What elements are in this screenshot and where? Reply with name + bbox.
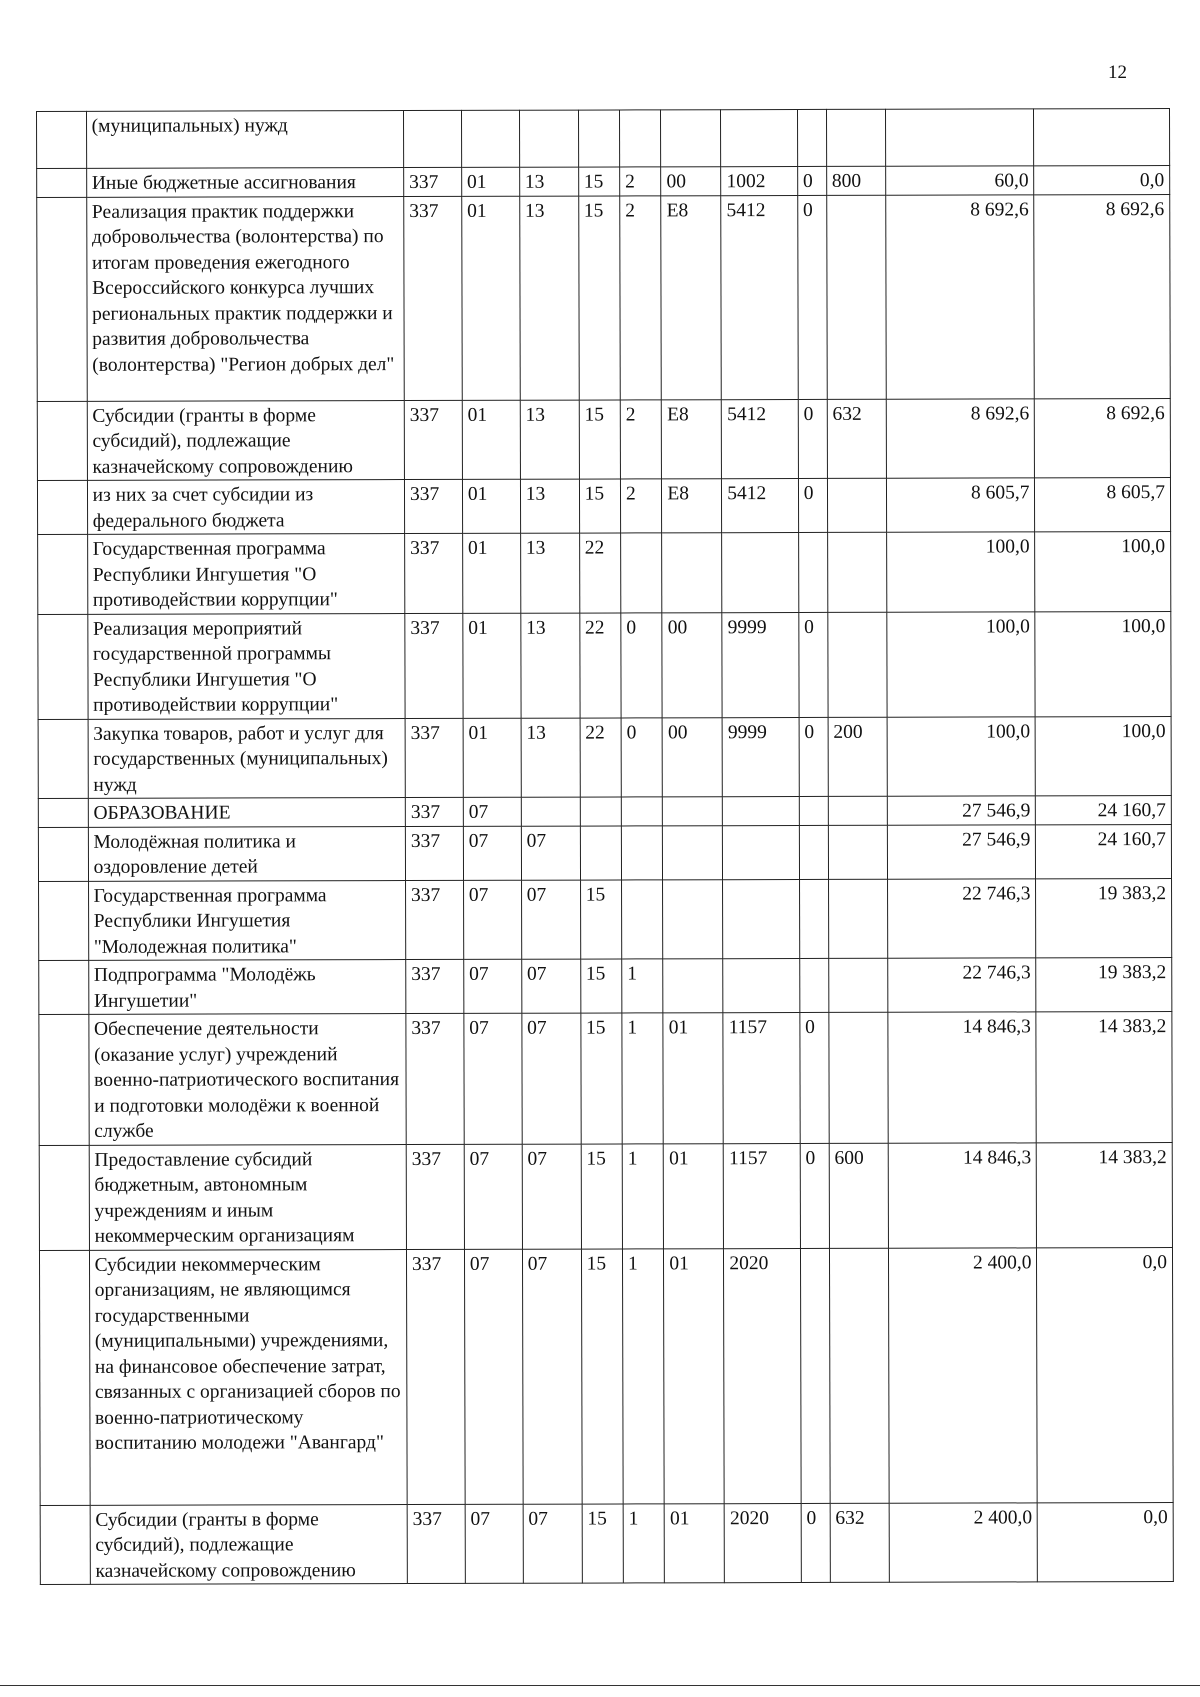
program-cell: 15 [580, 959, 621, 1013]
row-number-cell [38, 614, 88, 719]
row-number-cell [37, 197, 87, 401]
item-name-cell: Субсидии некоммерческим организациям, не являющимся государственными (муниципальными) учреждениями, на финансовое обеспечение затрат, связанных с организацией сборов по военно-патриотическому воспитанию молодежи "Авангард" [89, 1249, 407, 1505]
amount-year2-cell: 8 605,7 [1035, 478, 1171, 532]
direction-cell: 5412 [722, 399, 799, 479]
amount-year2-cell: 100,0 [1035, 532, 1171, 612]
amount-year1-cell: 14 846,3 [887, 1012, 1036, 1143]
expense-type-cell [828, 879, 887, 959]
amount-year2-cell: 19 383,2 [1036, 878, 1172, 958]
row-number-cell [39, 881, 89, 961]
subprogram-cell: 0 [621, 717, 663, 797]
row-number-cell [39, 1145, 89, 1250]
amount-year2-cell: 8 692,6 [1034, 194, 1170, 398]
row-number-cell [37, 480, 87, 534]
item-name-cell: Реализация практик поддержки добровольчества (волонтерства) по итогам проведения ежегодного Всероссийского конкурса лучших региональных практик поддержки и развития добровольчества (волонтерства) "Регион добрых дел" [86, 196, 404, 401]
section-cell: 01 [462, 479, 520, 533]
section-cell: 07 [463, 797, 521, 826]
table-row [37, 398, 1170, 480]
program-cell: 15 [578, 167, 619, 196]
row-number-cell [38, 798, 88, 827]
item-name-cell: ОБРАЗОВАНИЕ [88, 798, 405, 827]
amount-year2-cell: 14 383,2 [1037, 1142, 1173, 1247]
main-event-cell: 01 [664, 1143, 724, 1248]
section-cell: 01 [462, 533, 520, 613]
subprogram-cell [621, 879, 663, 959]
section-cell: 07 [463, 880, 521, 960]
subsection-cell [519, 110, 578, 167]
table-row [38, 796, 1171, 827]
subsection-cell: 07 [521, 880, 580, 960]
item-name-cell: Реализация мероприятий государственной программы Республики Ингушетия "О противодействии коррупции" [87, 613, 405, 719]
direction-cell: 1157 [723, 1143, 800, 1248]
direction-suffix-cell [799, 958, 828, 1012]
amount-year1-cell: 100,0 [886, 611, 1035, 716]
direction-cell: 5412 [721, 195, 798, 399]
amount-year2-cell [1034, 109, 1170, 166]
direction-suffix-cell: 0 [797, 195, 826, 399]
expense-type-cell: 600 [829, 1143, 888, 1248]
section-cell: 07 [464, 1144, 522, 1249]
row-number-cell [38, 719, 88, 799]
table-row [37, 194, 1171, 401]
main-event-cell: 00 [661, 167, 721, 196]
subsection-cell: 07 [522, 1013, 581, 1144]
direction-cell: 2020 [724, 1503, 801, 1583]
item-name-cell: Подпрограмма "Молодёжь Ингушетии" [88, 960, 405, 1015]
direction-cell: 9999 [722, 612, 799, 717]
direction-cell [722, 533, 799, 613]
amount-year2-cell: 8 692,6 [1035, 398, 1171, 478]
gov-code-cell: 337 [404, 196, 462, 400]
table-row [39, 1247, 1173, 1505]
expense-type-cell: 632 [830, 1503, 889, 1583]
direction-suffix-cell: 0 [800, 1143, 829, 1248]
main-event-cell [663, 879, 723, 959]
expense-type-cell [828, 825, 887, 879]
subsection-cell: 13 [519, 196, 578, 400]
subsection-cell: 07 [521, 959, 580, 1013]
subprogram-cell: 1 [622, 1013, 664, 1144]
main-event-cell [663, 959, 723, 1013]
amount-year2-cell: 19 383,2 [1036, 958, 1172, 1012]
gov-code-cell: 337 [405, 880, 463, 960]
expense-type-cell [826, 195, 885, 399]
program-cell: 15 [581, 1248, 623, 1503]
gov-code-cell: 337 [405, 797, 463, 826]
direction-cell: 1002 [721, 167, 798, 196]
amount-year1-cell: 27 546,9 [887, 824, 1036, 878]
table-row [39, 1142, 1172, 1250]
amount-year2-cell: 0,0 [1034, 166, 1170, 195]
subsection-cell: 07 [522, 1249, 582, 1504]
program-cell [580, 825, 621, 879]
item-name-cell: Молодёжная политика и оздоровление детей [88, 826, 405, 881]
amount-year2-cell: 100,0 [1035, 611, 1171, 716]
item-name-cell: Субсидии (гранты в форме субсидий), подлежащие казначейскому сопровождению [87, 400, 405, 480]
subprogram-cell: 2 [620, 195, 662, 399]
direction-suffix-cell: 0 [799, 717, 828, 797]
gov-code-cell: 337 [405, 613, 463, 718]
section-cell: 01 [461, 167, 519, 196]
item-name-cell: (муниципальных) нужд [86, 111, 404, 169]
direction-cell [723, 825, 800, 879]
expense-type-cell [828, 796, 887, 825]
subprogram-cell: 1 [622, 1248, 664, 1503]
table-row [39, 878, 1172, 960]
subsection-cell: 13 [520, 479, 579, 533]
main-event-cell: Е8 [662, 399, 722, 479]
item-name-cell: Субсидии (гранты в форме субсидий), подлежащие казначейскому сопровождению [90, 1504, 408, 1584]
amount-year1-cell: 22 746,3 [887, 878, 1036, 958]
amount-year2-cell: 0,0 [1037, 1247, 1173, 1502]
expense-type-cell: 800 [826, 166, 885, 195]
section-cell: 01 [463, 718, 521, 798]
row-number-cell [40, 1505, 90, 1585]
gov-code-cell: 337 [405, 718, 463, 798]
expense-type-cell: 632 [827, 399, 886, 479]
table-row [39, 1012, 1172, 1145]
program-cell: 15 [578, 195, 620, 399]
table-row [37, 166, 1170, 197]
subsection-cell: 13 [520, 533, 579, 613]
subprogram-cell: 2 [620, 399, 662, 479]
program-cell: 15 [579, 399, 621, 479]
main-event-cell: 01 [664, 1248, 725, 1503]
program-cell [580, 797, 621, 826]
gov-code-cell: 337 [404, 400, 462, 480]
program-cell: 15 [581, 1143, 623, 1248]
amount-year1-cell: 14 846,3 [888, 1142, 1037, 1247]
direction-cell: 2020 [724, 1248, 801, 1503]
amount-year2-cell: 100,0 [1036, 716, 1172, 796]
row-number-cell [39, 1014, 89, 1145]
main-event-cell: 00 [662, 612, 722, 717]
section-cell: 01 [462, 400, 520, 480]
main-event-cell [663, 825, 723, 879]
subprogram-cell: 1 [622, 959, 663, 1013]
gov-code-cell [403, 110, 461, 167]
gov-code-cell: 337 [407, 1504, 465, 1584]
table-row [39, 958, 1172, 1015]
subprogram-cell: 2 [620, 167, 661, 196]
program-cell [578, 110, 619, 167]
gov-code-cell: 337 [406, 1249, 465, 1504]
direction-suffix-cell: 0 [798, 399, 827, 479]
subsection-cell: 07 [521, 826, 580, 880]
gov-code-cell: 337 [406, 1144, 464, 1249]
direction-suffix-cell: 0 [801, 1503, 830, 1583]
section-cell: 01 [462, 196, 520, 400]
expense-type-cell: 200 [828, 717, 887, 797]
table-row [38, 611, 1171, 719]
amount-year1-cell [885, 109, 1034, 166]
gov-code-cell: 337 [404, 167, 462, 196]
subprogram-cell: 0 [621, 612, 663, 717]
main-event-cell: 01 [663, 1013, 723, 1144]
subsection-cell: 13 [521, 718, 580, 798]
gov-code-cell: 337 [405, 826, 463, 880]
row-number-cell [37, 401, 87, 481]
table-row [38, 716, 1171, 798]
item-name-cell: Иные бюджетные ассигнования [86, 168, 403, 197]
table-row [38, 532, 1171, 614]
amount-year1-cell: 8 692,6 [886, 398, 1035, 478]
gov-code-cell: 337 [406, 959, 464, 1013]
amount-year1-cell: 27 546,9 [887, 796, 1036, 825]
amount-year1-cell: 2 400,0 [888, 1247, 1038, 1502]
direction-cell [723, 879, 800, 959]
main-event-cell [661, 110, 721, 167]
subprogram-cell [619, 110, 660, 167]
section-cell: 07 [464, 959, 522, 1013]
section-cell: 07 [463, 826, 521, 880]
amount-year2-cell: 14 383,2 [1036, 1012, 1172, 1143]
table-row [37, 109, 1170, 169]
program-cell: 15 [579, 479, 620, 533]
subsection-cell: 13 [521, 613, 580, 718]
program-cell: 15 [582, 1503, 624, 1583]
item-name-cell: Предоставление субсидий бюджетным, автономным учреждениям и иным некоммерческим организациям [89, 1144, 407, 1250]
direction-cell [723, 959, 800, 1013]
item-name-cell: Обеспечение деятельности (оказание услуг) учреждений военно-патриотического воспитания и подготовки молодёжи к военной службе [88, 1014, 406, 1145]
direction-suffix-cell [797, 109, 826, 166]
item-name-cell: Государственная программа Республики Ингушетия "Молодежная политика" [88, 880, 406, 960]
table-row [40, 1502, 1173, 1584]
expense-type-cell [829, 1012, 888, 1143]
expense-type-cell [828, 612, 887, 717]
main-event-cell: 01 [664, 1503, 724, 1583]
page-number: 12 [1108, 62, 1127, 83]
program-cell: 15 [580, 879, 622, 959]
subsection-cell: 07 [523, 1504, 582, 1584]
subprogram-cell [621, 533, 663, 613]
section-cell: 07 [464, 1249, 523, 1504]
direction-suffix-cell: 0 [799, 612, 828, 717]
direction-suffix-cell [799, 825, 828, 879]
main-event-cell: Е8 [662, 479, 722, 533]
direction-suffix-cell [799, 879, 828, 959]
section-cell: 07 [464, 1013, 522, 1144]
expense-type-cell [827, 478, 886, 532]
main-event-cell [662, 533, 722, 613]
amount-year1-cell: 8 692,6 [885, 194, 1034, 398]
row-number-cell [39, 1250, 89, 1505]
item-name-cell: Государственная программа Республики Ингушетия "О противодействии коррупции" [87, 534, 405, 614]
program-cell: 22 [579, 533, 621, 613]
subprogram-cell [621, 797, 662, 826]
budget-table [36, 108, 1174, 1585]
amount-year1-cell: 22 746,3 [887, 958, 1036, 1012]
subsection-cell: 13 [520, 400, 579, 480]
main-event-cell: Е8 [661, 195, 721, 399]
table-body [37, 109, 1174, 1585]
direction-cell [723, 797, 800, 826]
row-number-cell [37, 111, 87, 168]
subsection-cell [521, 797, 580, 826]
subprogram-cell [621, 825, 662, 879]
item-name-cell: Закупка товаров, работ и услуг для государственных (муниципальных) нужд [88, 718, 406, 798]
program-cell: 22 [579, 612, 621, 717]
direction-cell: 9999 [722, 717, 799, 797]
main-event-cell [663, 797, 723, 826]
subprogram-cell: 2 [620, 479, 661, 533]
subprogram-cell: 1 [622, 1143, 664, 1248]
expense-type-cell [829, 1248, 889, 1503]
amount-year1-cell: 100,0 [886, 532, 1035, 612]
expense-type-cell [828, 958, 887, 1012]
gov-code-cell: 337 [406, 1013, 464, 1144]
direction-cell: 5412 [722, 479, 799, 533]
main-event-cell: 00 [662, 717, 722, 797]
table-row [38, 824, 1171, 881]
item-name-cell: из них за счет субсидии из федерального бюджета [87, 480, 404, 535]
subprogram-cell: 1 [623, 1503, 665, 1583]
amount-year1-cell: 2 400,0 [889, 1502, 1038, 1582]
amount-year2-cell: 0,0 [1038, 1502, 1174, 1582]
subsection-cell: 13 [519, 167, 578, 196]
direction-suffix-cell [799, 796, 828, 825]
row-number-cell [39, 960, 89, 1014]
section-cell [461, 110, 519, 167]
direction-cell [721, 110, 798, 167]
expense-type-cell [826, 109, 885, 166]
amount-year1-cell: 60,0 [885, 166, 1034, 195]
program-cell: 22 [580, 717, 622, 797]
row-number-cell [38, 827, 88, 881]
gov-code-cell: 337 [405, 533, 463, 613]
amount-year2-cell: 24 160,7 [1036, 796, 1172, 825]
table-row [37, 478, 1170, 535]
subsection-cell: 07 [522, 1144, 581, 1249]
program-cell: 15 [581, 1013, 623, 1144]
direction-suffix-cell [800, 1248, 830, 1503]
bottom-rule [0, 1685, 1200, 1686]
direction-suffix-cell: 0 [798, 478, 827, 532]
row-number-cell [37, 168, 87, 197]
amount-year1-cell: 8 605,7 [886, 478, 1035, 532]
direction-cell: 1157 [723, 1013, 800, 1144]
section-cell: 01 [463, 613, 521, 718]
amount-year2-cell: 24 160,7 [1036, 824, 1172, 878]
gov-code-cell: 337 [404, 479, 462, 533]
direction-suffix-cell: 0 [797, 166, 826, 195]
expense-type-cell [827, 532, 886, 612]
amount-year1-cell: 100,0 [887, 716, 1036, 796]
section-cell: 07 [465, 1504, 523, 1584]
direction-suffix-cell: 0 [800, 1012, 829, 1143]
row-number-cell [38, 534, 88, 614]
direction-suffix-cell [798, 532, 827, 612]
